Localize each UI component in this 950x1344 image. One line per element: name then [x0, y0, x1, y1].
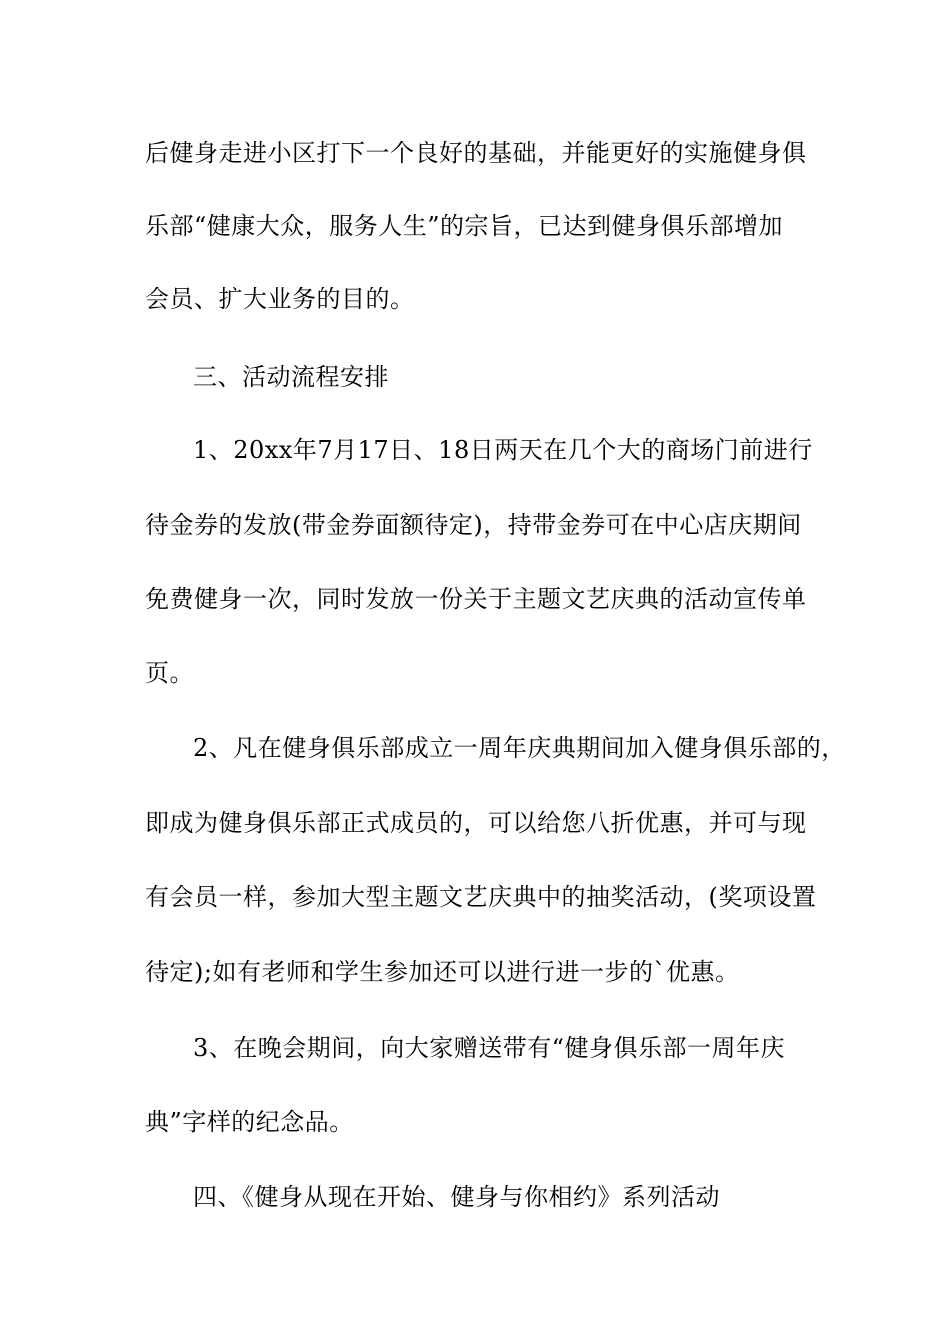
paragraph-line: 典”字样的纪念品。 — [145, 1108, 354, 1136]
paragraph-line: 即成为健身俱乐部正式成员的，可以给您八折优惠，并可与现 — [145, 809, 807, 837]
paragraph-line: 1、20xx年7月17日、18日两天在几个大的商场门前进行 — [193, 436, 813, 464]
paragraph-line: 后健身走进小区打下一个良好的基础，并能更好的实施健身俱 — [145, 139, 807, 167]
paragraph-line: 免费健身一次，同时发放一份关于主题文艺庆典的活动宣传单 — [145, 585, 807, 613]
paragraph-line: 待定);如有老师和学生参加还可以进行进一步的`优惠。 — [145, 958, 740, 986]
paragraph-line: 有会员一样，参加大型主题文艺庆典中的抽奖活动，(奖项设置 — [145, 883, 817, 911]
paragraph-line: 待金券的发放(带金券面额待定)，持带金券可在中心店庆期间 — [145, 511, 802, 539]
paragraph-line: 页。 — [145, 659, 194, 687]
section-heading: 三、活动流程安排 — [193, 363, 389, 391]
paragraph-line: 2、凡在健身俱乐部成立一周年庆典期间加入健身俱乐部的， — [193, 734, 846, 762]
paragraph-line: 3、在晚会期间，向大家赠送带有“健身俱乐部一周年庆 — [193, 1034, 786, 1062]
paragraph-line: 乐部“健康大众，服务人生”的宗旨，已达到健身俱乐部增加 — [145, 212, 784, 240]
section-heading: 四、《健身从现在开始、健身与你相约》系列活动 — [193, 1183, 720, 1211]
paragraph-line: 会员、扩大业务的目的。 — [145, 285, 415, 313]
